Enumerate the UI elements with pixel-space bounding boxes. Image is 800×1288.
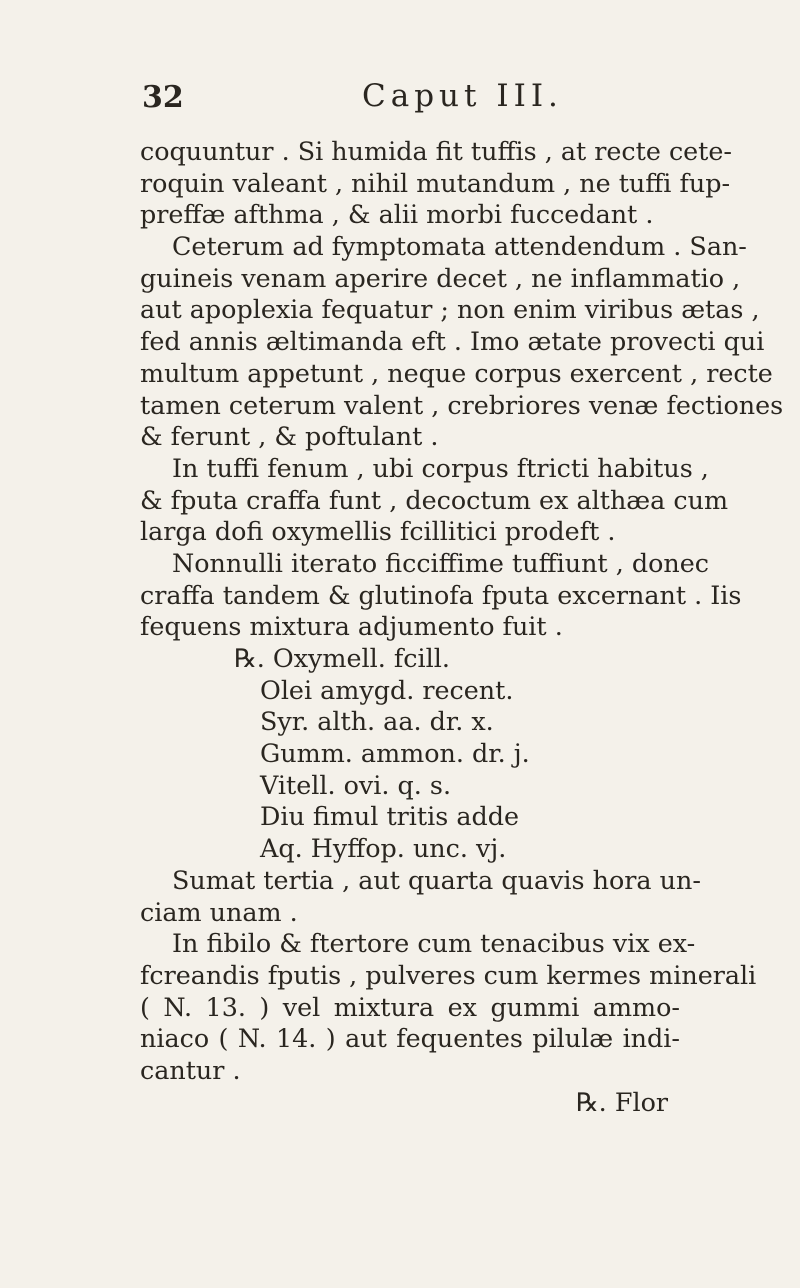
text-line: craffa tandem & glutinofa fputa excernant . Iis bbox=[140, 579, 742, 610]
text-line: niaco ( N. 14. ) aut fequentes pilulæ indi- bbox=[140, 1023, 680, 1054]
text-line: preffæ afthma , & alii morbi fuccedant . bbox=[140, 199, 654, 230]
text-line: Ceterum ad fymptomata attendendum . San- bbox=[172, 231, 747, 262]
text-line: & ferunt , & poftulant . bbox=[140, 421, 439, 452]
text-line: ℞. Flor bbox=[575, 1086, 668, 1117]
running-header bbox=[0, 76, 800, 116]
text-line: multum appetunt , neque corpus exercent , recte bbox=[140, 357, 773, 388]
text-line: & fputa craffa funt , decoctum ex althæa cum bbox=[140, 484, 729, 515]
page-number: 32 bbox=[142, 80, 184, 115]
text-line: ciam unam . bbox=[140, 896, 298, 927]
text-line: Aq. Hyffop. unc. vj. bbox=[260, 833, 507, 864]
text-line: Gumm. ammon. dr. j. bbox=[260, 738, 530, 769]
text-line: In fibilo & ftertore cum tenacibus vix ex- bbox=[172, 928, 696, 959]
text-line: tamen ceterum valent , crebriores venæ fectiones bbox=[140, 389, 784, 420]
text-line: cantur . bbox=[140, 1054, 241, 1085]
chapter-title: Caput III. bbox=[362, 78, 563, 114]
text-line: ( N. 13. ) vel mixtura ex gummi ammo- bbox=[140, 991, 680, 1022]
text-line: fequens mixtura adjumento fuit . bbox=[140, 611, 563, 642]
text-line: Sumat tertia , aut quarta quavis hora un- bbox=[172, 864, 701, 895]
text-line: guineis venam aperire decet , ne inflammatio , bbox=[140, 262, 741, 293]
text-line: Nonnulli iterato ficciffime tuffiunt , donec bbox=[172, 547, 709, 578]
text-line: Olei amygd. recent. bbox=[260, 674, 514, 705]
text-line: larga dofi oxymellis fcillitici prodeft . bbox=[140, 516, 616, 547]
text-line: In tuffi fenum , ubi corpus ftricti habitus , bbox=[172, 452, 709, 483]
text-line: fcreandis fputis , pulveres cum kermes minerali bbox=[140, 959, 757, 990]
text-line: ℞. Oxymell. fcill. bbox=[234, 643, 450, 673]
text-line: roquin valeant , nihil mutandum , ne tuffi fup- bbox=[140, 167, 731, 198]
text-line: Diu fimul tritis adde bbox=[260, 801, 520, 832]
text-line: fed annis æltimanda eft . Imo ætate provecti qui bbox=[140, 326, 765, 357]
page-body-text bbox=[140, 136, 784, 1118]
text-line: Vitell. ovi. q. s. bbox=[260, 769, 452, 800]
text-line: Syr. alth. aa. dr. x. bbox=[260, 706, 494, 737]
text-line: coquuntur . Si humida fit tuffis , at recte cete- bbox=[140, 136, 732, 166]
text-line: aut apoplexia fequatur ; non enim viribus ætas , bbox=[140, 294, 760, 325]
